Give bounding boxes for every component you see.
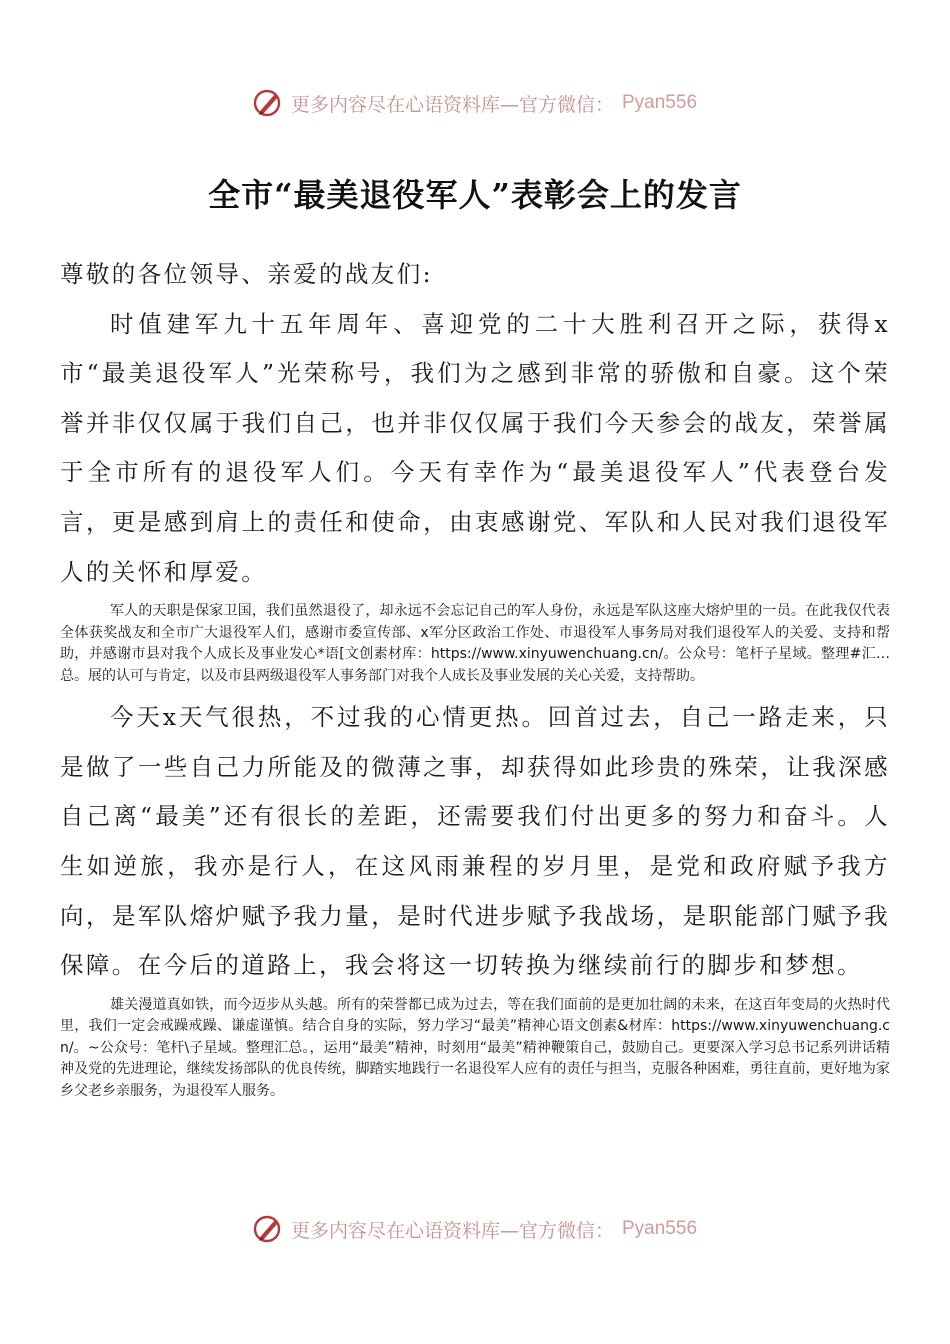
watermark-text: 更多内容尽在心语资料库—官方微信： — [290, 1219, 614, 1242]
pen-logo-icon — [253, 1214, 283, 1244]
document-body — [60, 250, 890, 1108]
watermark-wechat-id: Pyan556 — [622, 92, 698, 113]
document-title: 全市“最美退役军人”表彰会上的发言 — [208, 176, 742, 214]
header-watermark — [0, 88, 950, 118]
small-paragraph-2: 雄关漫道真如铁，而今迈步从头越。所有的荣誉都已成为过去，等在我们面前的是更加壮阔的未来，在这百年变局的火热时代里，我们一定会戒躁戒躁、谦虚谨慎。结合自身的实际，努力学习“最美”精神心语文创素&材库：https://www.xinyuwenchuang.cn/。~公众号：笔杆\子星域。整理汇总。，运用“最美”精神，时刻用“最美”精神鞭策自己，鼓励自己。更要深入学习总书记系列讲话精神及党的先进理论，继续发扬部队的优良传统，脚踏实地践行一名退役军人应有的责任与担当，克服各种困难，勇往直前，更好地为家乡父老乡亲服务，为退役军人服务。 — [60, 996, 890, 1099]
watermark-text: 更多内容尽在心语资料库—官方微信： — [290, 93, 614, 116]
pen-logo-icon — [253, 88, 283, 118]
paragraph-1: 时值建军九十五年周年、喜迎党的二十大胜利召开之际，获得x市“最美退役军人”光荣称号，我们为之感到非常的骄傲和自豪。这个荣誉并非仅仅属于我们自己，也并非仅仅属于我们今天参会的战友，荣誉属于全市所有的退役军人们。今天有幸作为“最美退役军人”代表登台发言，更是感到肩上的责任和使命，由衷感谢党、军队和人民对我们退役军人的关怀和厚爱。 — [60, 309, 890, 586]
greeting: 尊敬的各位领导、亲爱的战友们: — [60, 260, 433, 288]
paragraph-2: 今天x天气很热，不过我的心情更热。回首过去，自己一路走来，只是做了一些自己力所能及的微薄之事，却获得如此珍贵的殊荣，让我深感自己离“最美”还有很长的差距，还需要我们付出更多的努力和奋斗。人生如逆旅，我亦是行人，在这风雨兼程的岁月里，是党和政府赋予我方向，是军队熔炉赋予我力量，是时代进步赋予我战场，是职能部门赋予我保障。在今后的道路上，我会将这一切转换为继续前行的脚步和梦想。 — [60, 703, 890, 980]
small-paragraph-1: 军人的天职是保家卫国，我们虽然退役了，却永远不会忘记自己的军人身份，永远是军队这座大熔炉里的一员。在此我仅代表全体获奖战友和全市广大退役军人们，感谢市委宣传部、x军分区政治工作处、市退役军人事务局对我们退役军人的关爱、支持和帮助，并感谢市县对我个人成长及事业发心*语[文创素材库：https://www.xinyuwenchuang.cn/。公众号：笔杆子星域。整理#汇…总。展的认可与肯定，以及市县两级退役军人事务部门对我个人成长及事业发展的关心关爱，支持帮助。 — [60, 603, 890, 684]
watermark-wechat-id: Pyan556 — [622, 1218, 698, 1239]
footer-watermark — [0, 1214, 950, 1244]
